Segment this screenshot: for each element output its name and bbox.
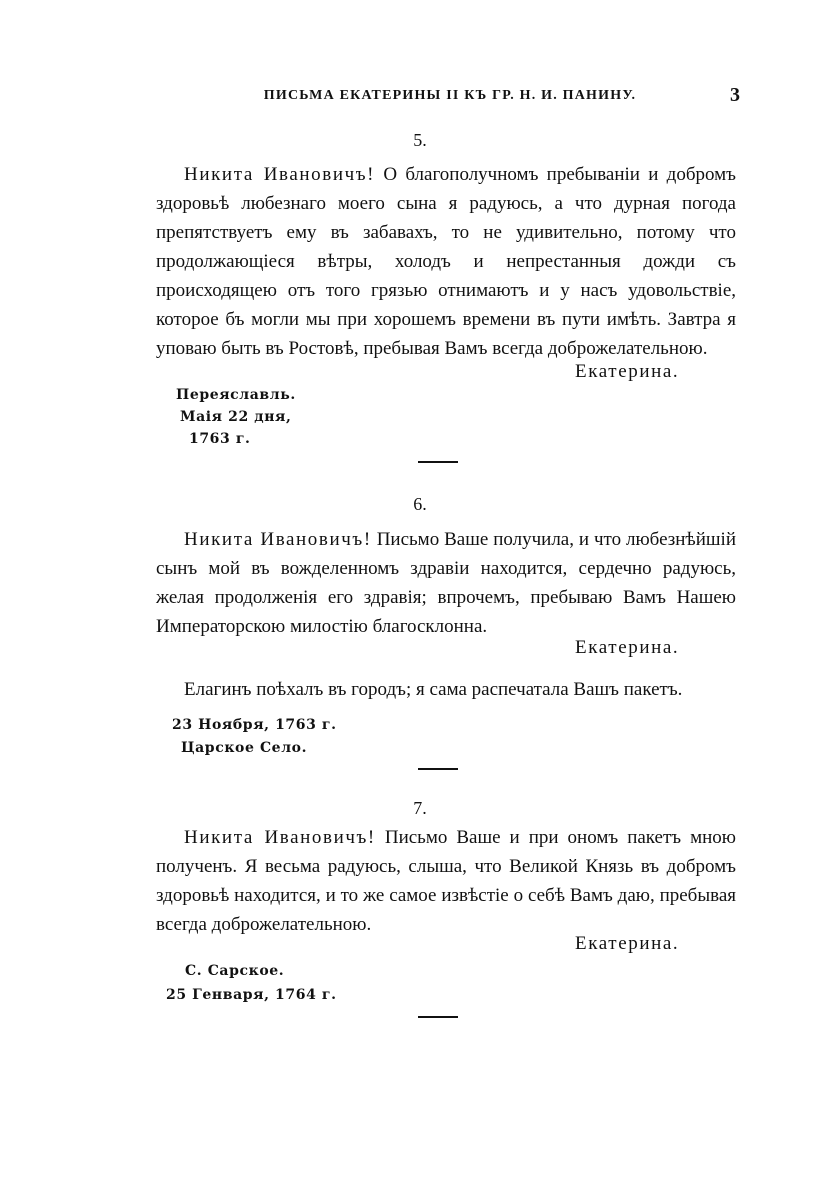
letter-body	[156, 823, 736, 939]
letter-postscript	[156, 675, 736, 704]
place-date-line: Переяславль.	[176, 387, 296, 403]
letter-signature: Екатерина.	[575, 933, 680, 954]
letter-signature: Екатерина.	[575, 637, 680, 658]
place-date-line: Царское Село.	[181, 740, 308, 756]
letter-body	[156, 160, 736, 363]
section-divider	[418, 461, 458, 463]
letter-signature: Екатерина.	[575, 361, 680, 382]
letter-text: О благополучномъ пребыванiи и добромъ здоровьѣ любезнаго моего сына я радуюсь, а что дурная погода препятствуетъ ему въ забавахъ, то не удивительно, потому что продолжающiеся вѣтры, холодъ и непрестанныя дожди съ происходящею отъ того грязью отнимаютъ и у насъ удовольствiе, которое бъ могли мы при хорошемъ времени въ пути имѣть. Завтра я уповаю быть въ Ростовѣ, пребывая Вамъ всегда доброжелательною.	[156, 164, 736, 359]
letter-address: Никита Ивановичъ!	[184, 164, 376, 185]
section-divider	[418, 768, 458, 770]
running-header: ПИСЬМА ЕКАТЕРИНЫ II КЪ ГР. Н. И. ПАНИНУ.	[263, 88, 637, 103]
place-date-line: С. Сарское.	[185, 963, 285, 979]
letter-number: 5.	[413, 130, 427, 150]
letter-body	[156, 525, 736, 641]
place-date-line: Маiя 22 дня,	[180, 409, 292, 425]
letter-number: 7.	[413, 798, 427, 818]
place-date-line: 23 Ноября, 1763 г.	[172, 717, 337, 733]
page-number: 3	[730, 84, 740, 106]
place-date-line: 1763 г.	[189, 431, 251, 447]
place-date-line: 25 Генваря, 1764 г.	[166, 987, 337, 1003]
letter-address: Никита Ивановичъ!	[184, 827, 376, 848]
letter-address: Никита Ивановичъ!	[184, 529, 372, 550]
letter-number: 6.	[413, 494, 427, 514]
letter-text: Письмо Ваше получила, и что любезнѣйшiй сынъ мой въ вожделенномъ здравiи находится, сердечно радуюсь, желая продолженiя его здравiя; впрочемъ, пребываю Вамъ Нашею Императорскою милостiю благосклонна.	[156, 529, 736, 637]
letter-text: Письмо Ваше и при ономъ пакетъ мною полученъ. Я весьма радуюсь, слыша, что Великой Князь въ добромъ здоровьѣ находится, и то же самое извѣстiе о себѣ Вамъ даю, пребывая всегда доброжелательною.	[156, 827, 736, 935]
postscript-text: Елагинъ поѣхалъ въ городъ; я сама распечатала Вашъ пакетъ.	[184, 679, 683, 700]
section-divider	[418, 1016, 458, 1018]
